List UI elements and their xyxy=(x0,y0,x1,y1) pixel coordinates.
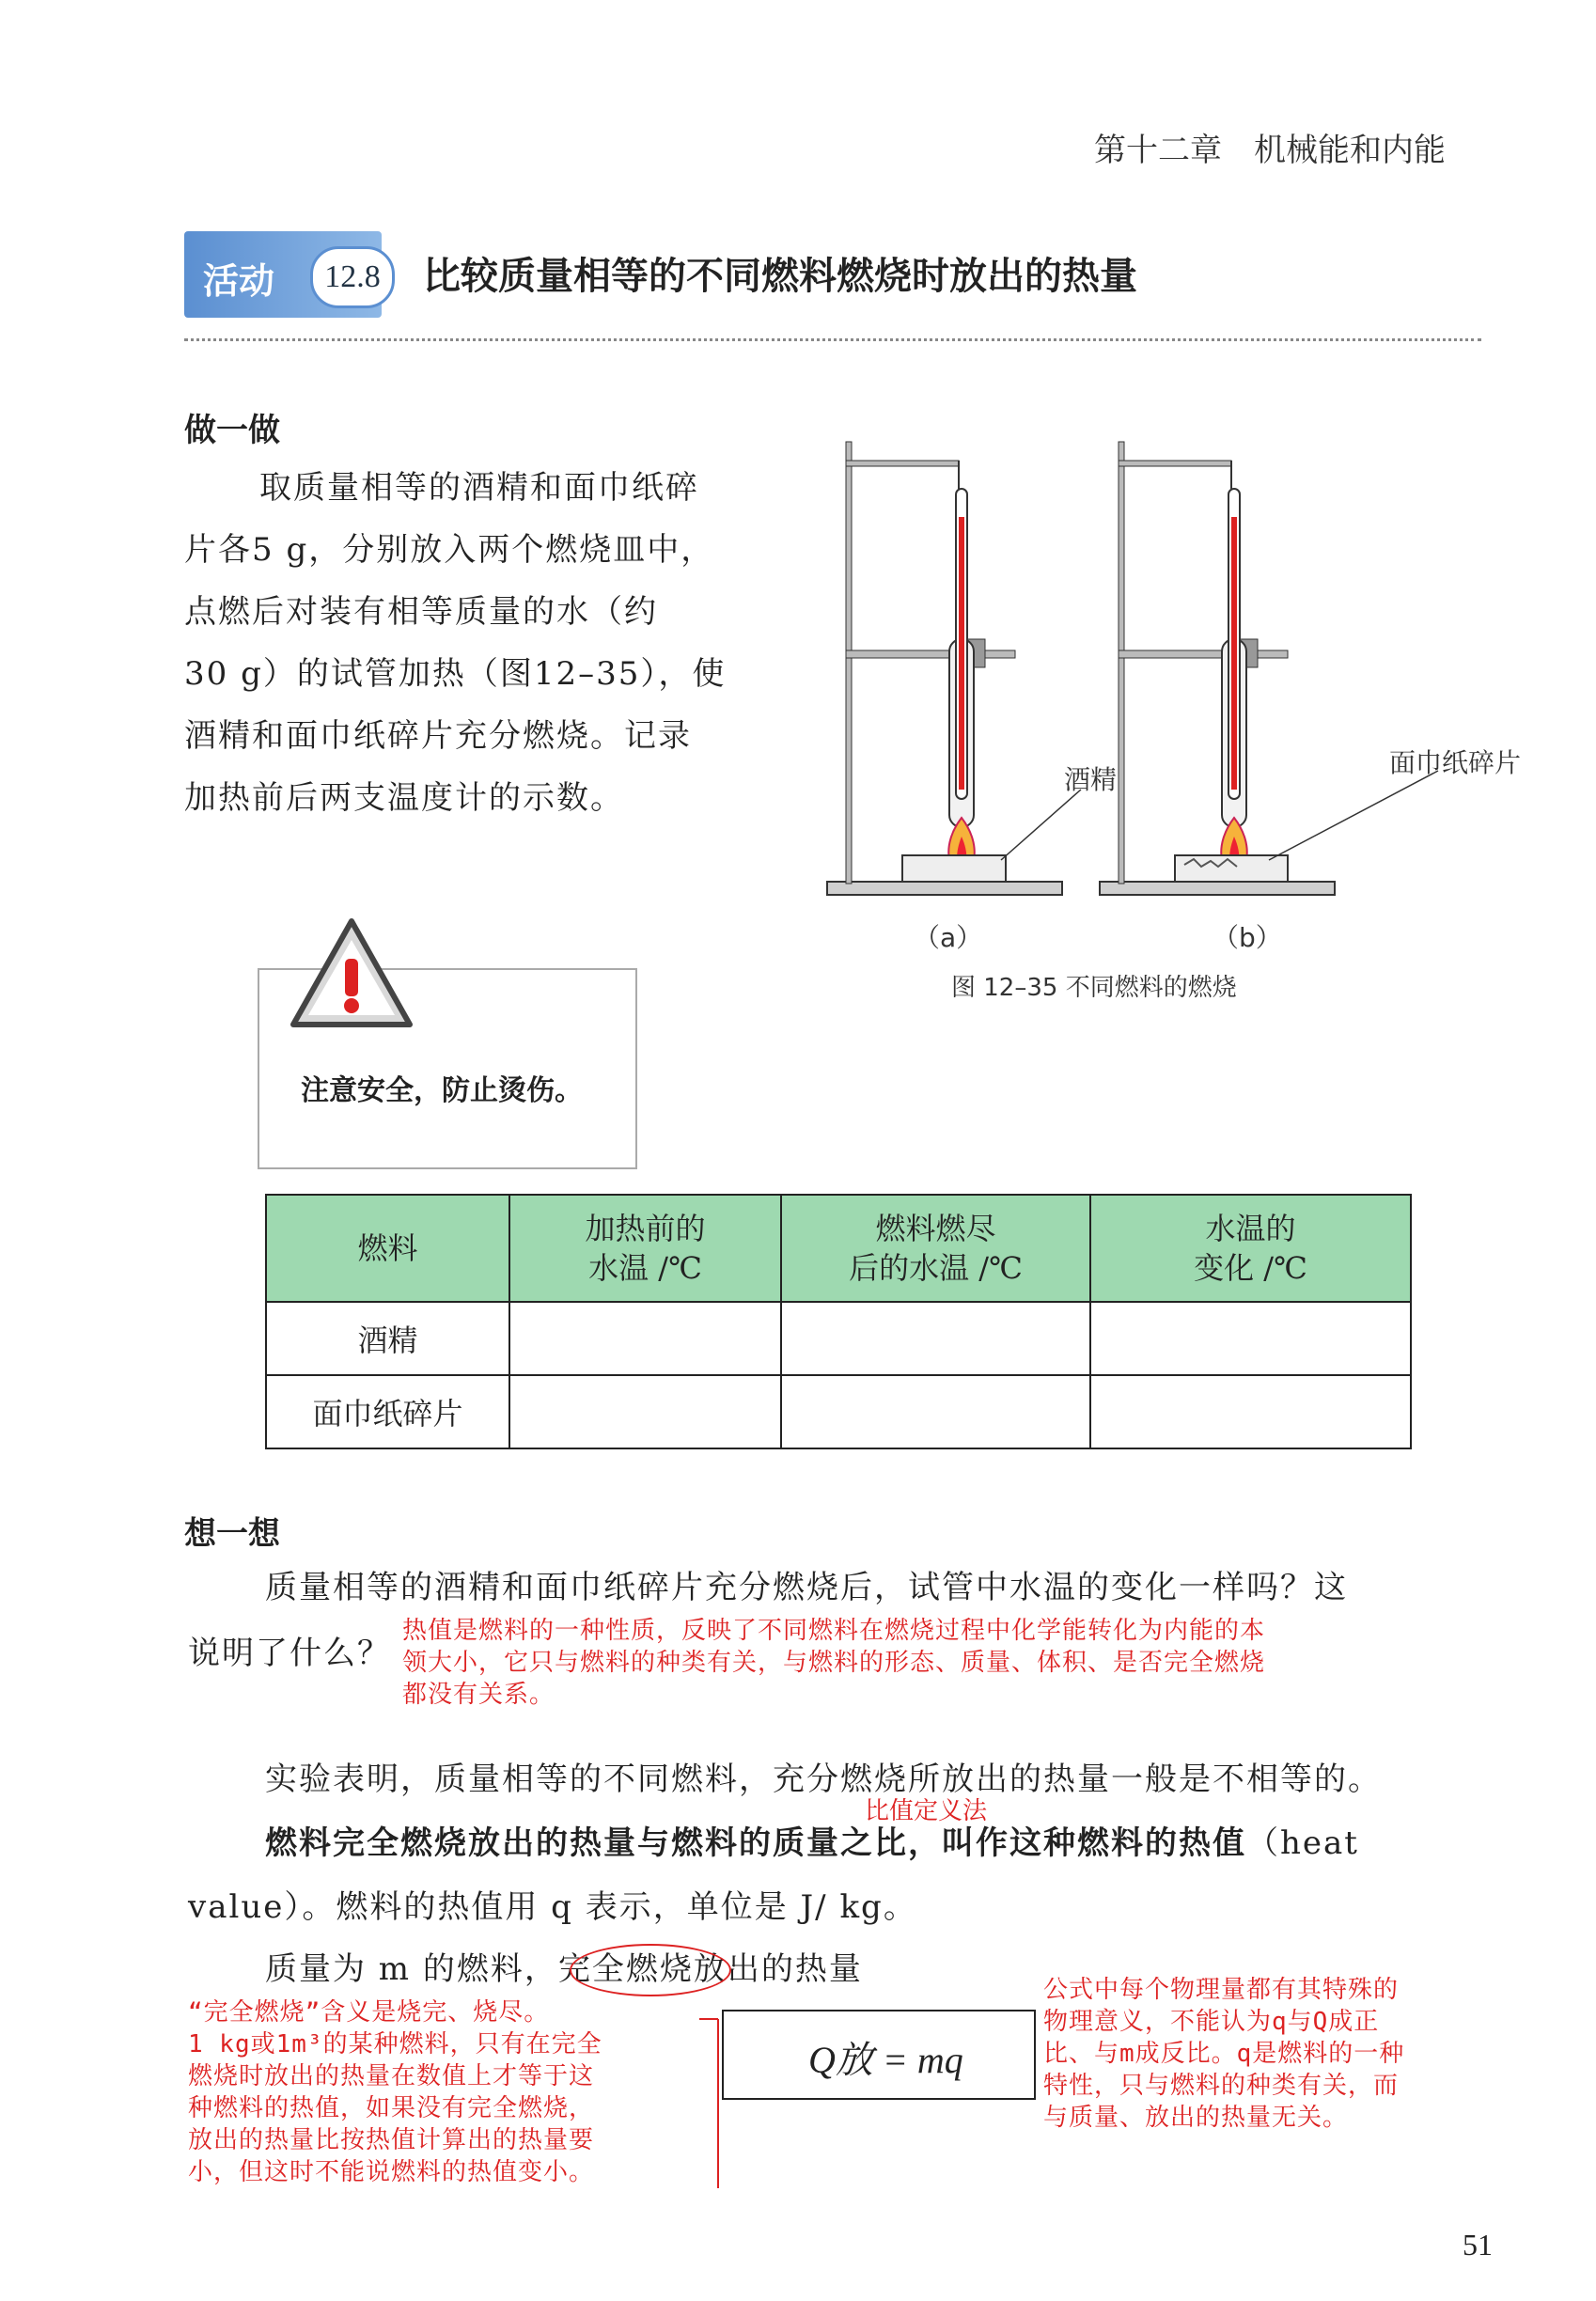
do-paragraph xyxy=(184,457,786,829)
handwritten-note-formula-meaning: 公式中每个物理量都有其特殊的 物理意义，不能认为q与Q成正 比、与m成反比。q是燃料的一种 特性，只与燃料的种类有关，而 与质量、放出的热量无关。 xyxy=(1043,1976,1405,2132)
table-row xyxy=(266,1375,1411,1448)
subfigure-b-label: （b） xyxy=(1213,922,1282,953)
table-cell xyxy=(1090,1375,1411,1448)
heat-release-sentence: 质量为 m 的燃料，完全燃烧放出的热量 xyxy=(265,1950,863,1988)
heat-value-definition xyxy=(265,1812,1359,1874)
row-fuel-name: 面巾纸碎片 xyxy=(266,1375,509,1448)
experiment-conclusion: 实验表明，质量相等的不同燃料，充分燃烧所放出的热量一般是不相等的。 xyxy=(265,1761,1382,1798)
handwritten-note-complete-combustion: “完全燃烧”含义是烧完、烧尽。 1 kg或1m³的某种燃料，只有在完全 燃烧时放出的热量在数值上才等于这 种燃料的热值，如果没有完全燃烧， 放出的热量比按热值计算出的热量要 小，但这时不能说燃料的热值变小。 xyxy=(188,1998,602,2186)
table-cell xyxy=(509,1302,781,1375)
header-before-temp: 加热前的 水温 /℃ xyxy=(509,1195,781,1302)
table-cell xyxy=(1090,1302,1411,1375)
circled-complete-combustion: 完全燃烧 xyxy=(557,1950,694,1988)
label-alcohol: 酒精 xyxy=(1064,764,1118,795)
table-cell xyxy=(509,1375,781,1448)
safety-text: 注意安全，防止烫伤。 xyxy=(301,1074,583,1107)
dotted-divider xyxy=(184,338,1481,341)
chapter-header: 第十二章 机械能和内能 xyxy=(1094,132,1446,169)
do-line: 加热前后两支温度计的示数。 xyxy=(184,779,624,817)
table-header-row xyxy=(266,1195,1411,1302)
think-question-line2: 说明了什么？ xyxy=(188,1635,391,1672)
header-fuel: 燃料 xyxy=(266,1195,509,1302)
think-heading: 想一想 xyxy=(184,1515,280,1553)
heat-formula: Q放 = mq xyxy=(808,2039,963,2081)
page-number: 51 xyxy=(1463,2228,1493,2262)
do-line: 酒精和面巾纸碎片充分燃烧。记录 xyxy=(184,717,692,755)
figure-caption: 图 12–35 不同燃料的燃烧 xyxy=(951,974,1237,1002)
definition-bold: 燃料完全燃烧放出的热量与燃料的质量之比，叫作这种燃料的热值 xyxy=(265,1824,1246,1862)
heat-value-symbol-unit: value）。燃料的热值用 q 表示，单位是 J/ kg。 xyxy=(188,1888,917,1926)
header-temp-change: 水温的 变化 /℃ xyxy=(1090,1195,1411,1302)
do-line: 取质量相等的酒精和面巾纸碎 xyxy=(259,469,699,507)
label-tissue: 面巾纸碎片 xyxy=(1389,747,1522,778)
header-after-temp: 燃料燃尽 后的水温 /℃ xyxy=(781,1195,1090,1302)
do-line: 30 g）的试管加热（图12–35），使 xyxy=(184,655,727,693)
table-cell xyxy=(781,1375,1090,1448)
handwritten-answer: 热值是燃料的一种性质，反映了不同燃料在燃烧过程中化学能转化为内能的本 领大小，它只与燃料的种类有关，与燃料的形态、质量、体积、是否完全燃烧 都没有关系。 xyxy=(402,1617,1266,1709)
apparatus-b xyxy=(1100,442,1438,895)
burning-experiment-figure xyxy=(818,432,1551,902)
table-row xyxy=(266,1302,1411,1375)
do-line: 片各5 g，分别放入两个燃烧皿中， xyxy=(184,531,715,569)
activity-title: 比较质量相等的不同燃料燃烧时放出的热量 xyxy=(423,255,1137,298)
record-table xyxy=(265,1194,1412,1449)
definition-tail: （heat xyxy=(1246,1824,1359,1862)
note-bracket xyxy=(696,2010,724,2198)
apparatus-a xyxy=(827,442,1081,895)
activity-label: 活动 xyxy=(203,260,275,302)
subfigure-a-label: （a） xyxy=(914,922,983,953)
row-fuel-name: 酒精 xyxy=(266,1302,509,1375)
think-question-line1: 质量相等的酒精和面巾纸碎片充分燃烧后，试管中水温的变化一样吗？这 xyxy=(265,1569,1348,1606)
do-line: 点燃后对装有相等质量的水（约 xyxy=(184,593,658,631)
table-cell xyxy=(781,1302,1090,1375)
activity-number: 12.8 xyxy=(310,246,395,308)
red-note-ratio-method: 比值定义法 xyxy=(865,1797,988,1825)
do-heading: 做一做 xyxy=(184,412,280,449)
red-circle-mark xyxy=(570,1944,731,1996)
warning-icon xyxy=(286,914,417,1036)
